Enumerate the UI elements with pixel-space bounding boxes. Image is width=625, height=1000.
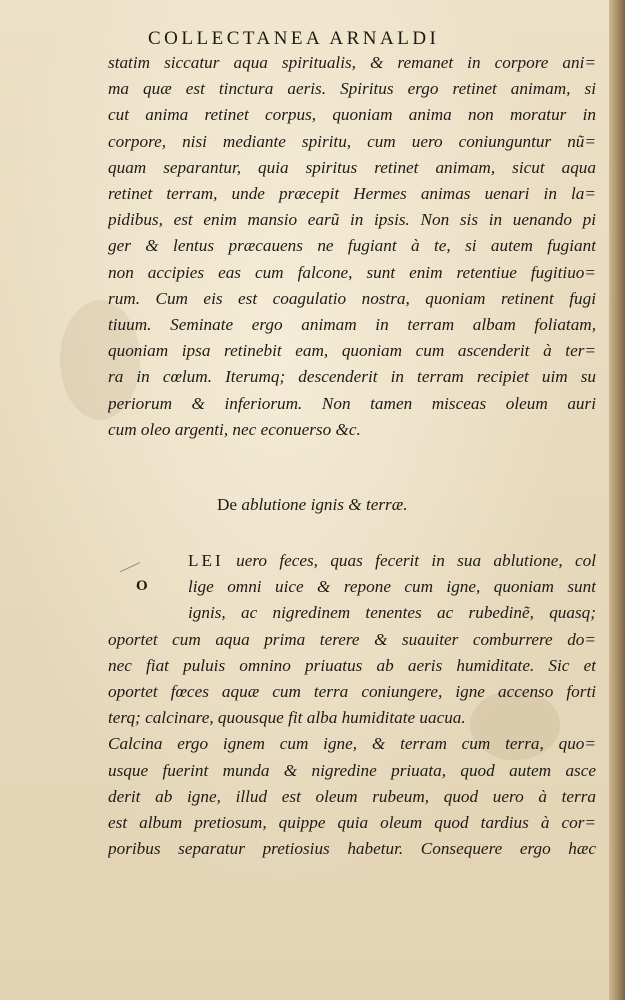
initial-letter: O [136, 578, 148, 594]
text-line: cum oleo argenti, nec econuerso &c. [108, 419, 361, 439]
text-line: est album pretiosum, quippe quia oleum quod tardius à cor= [108, 813, 596, 833]
text-line: non accipies eas cum falcone, sunt enim retentiue fugitiuo= [108, 262, 596, 282]
heading-first-word: De [217, 495, 238, 514]
text-line: ra in cœlum. Iterumq; descenderit in terram recipiet uim su [108, 367, 596, 387]
text-line: corpore, nisi mediante spiritu, cum uero coniunguntur nũ= [108, 131, 596, 151]
text-line [108, 548, 596, 574]
text-line: terq; calcinare, quousque fit alba humiditate uacua. [108, 708, 466, 728]
running-head: COLLECTANEA ARNALDI [148, 28, 440, 49]
paragraph-2 [108, 548, 596, 862]
text-line: pidibus, est enim mansio earũ in ipsis. Non sis in uenando pi [108, 210, 596, 230]
text-line: oportet cum aqua prima terere & suauiter comburrere do= [108, 629, 596, 649]
text-line: nec fiat puluis omnino priuatus ab aeris humiditate. Sic et [108, 655, 596, 675]
lead-word: LEI [188, 551, 224, 570]
text-line: ignis, ac nigredinem tenentes ac rubedinẽ, quasq; [188, 603, 596, 623]
text-line: lige omni uice & repone cum igne, quoniam sunt [188, 577, 596, 597]
page-edge [609, 0, 625, 1000]
lead-line-text: uero feces, quas fecerit in sua ablutione, col [223, 551, 596, 570]
text-line: retinet terram, unde præcepit Hermes animas uenari in la= [108, 184, 596, 204]
text-line: ma quæ est tinctura aeris. Spiritus ergo retinet animam, si [108, 79, 596, 99]
text-line: statim siccatur aqua spiritualis, & remanet in corpore ani= [108, 53, 596, 72]
heading-rest: ablutione ignis & terræ. [237, 495, 408, 514]
text-line: quam separantur, quia spiritus retinet animam, sicut aqua [108, 157, 596, 177]
paragraph-1 [108, 50, 596, 443]
text-line: rum. Cum eis est coagulatio nostra, quoniam retinent fugi [108, 288, 596, 308]
section-heading [217, 495, 517, 515]
text-line: oportet fœces aquæ cum terra coniungere, igne accenso forti [108, 682, 596, 702]
text-line: poribus separatur pretiosius habetur. Consequere ergo hæc [108, 839, 596, 859]
text-line: periorum & inferiorum. Non tamen misceas oleum auri [108, 393, 596, 413]
text-line: ger & lentus præcauens ne fugiant à te, si autem fugiant [108, 236, 596, 256]
text-line: tiuum. Seminate ergo animam in terram albam foliatam, [108, 315, 596, 335]
text-line: cut anima retinet corpus, quoniam anima non moratur in [108, 105, 596, 125]
text-line: usque fuerint munda & nigredine priuata, quod autem asce [108, 760, 596, 780]
text-line: derit ab igne, illud est oleum rubeum, quod uero à terra [108, 786, 596, 806]
text-line: quoniam ipsa retinebit eam, quoniam cum ascenderit à ter= [108, 341, 596, 361]
text-line: Calcina ergo ignem cum igne, & terram cum terra, quo= [108, 734, 596, 754]
